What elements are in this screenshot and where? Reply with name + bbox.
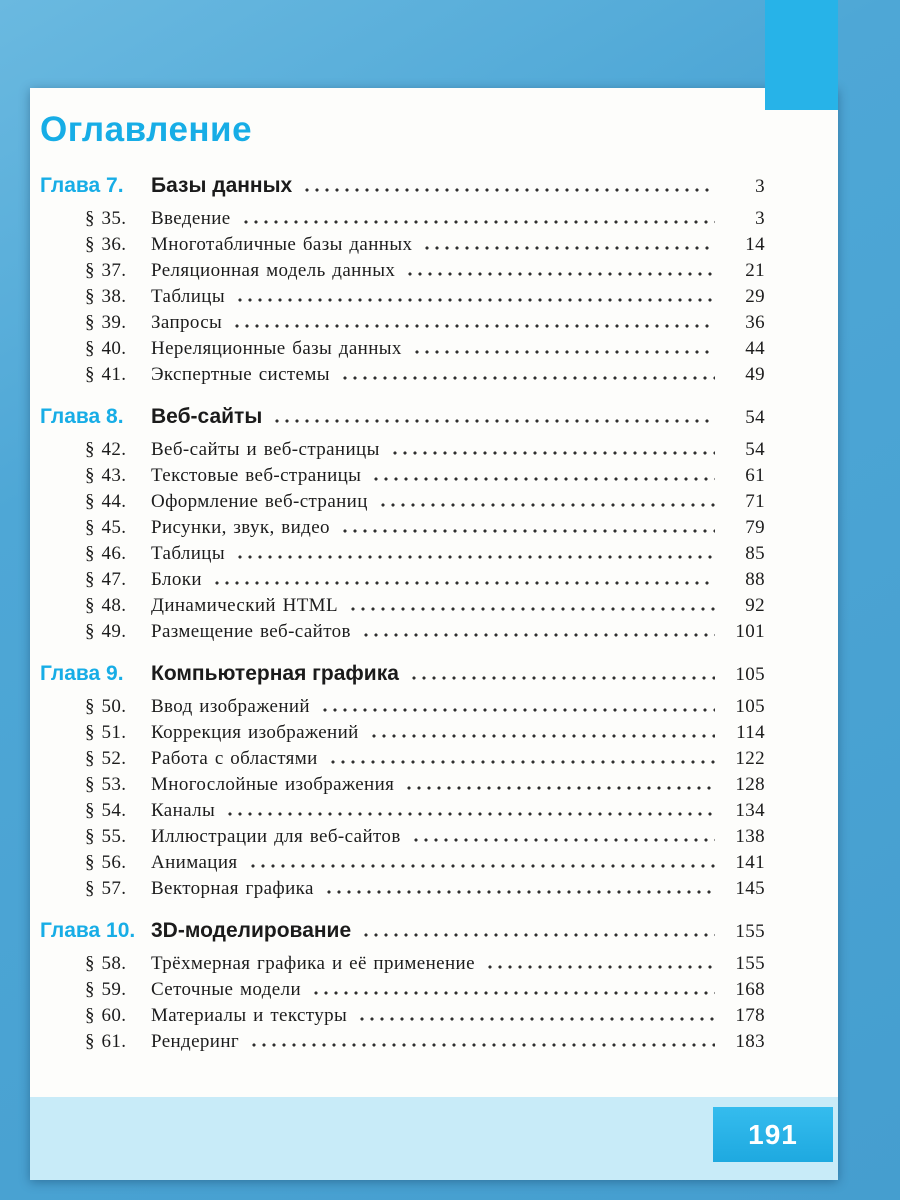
cover-corner-accent	[765, 0, 838, 110]
toc-entry	[40, 977, 765, 1003]
chapter-heading	[40, 660, 765, 689]
chapter-label: Глава 10.	[40, 919, 136, 942]
entry-title: Трёхмерная графика и её применение	[151, 953, 475, 974]
entry-page-number: 105	[735, 696, 765, 717]
toc-entry	[40, 1029, 765, 1055]
entry-paragraph-number: § 61.	[85, 1031, 127, 1052]
entry-page-number: 168	[735, 979, 765, 1000]
entry-title: Сеточные модели	[151, 979, 302, 1000]
chapter-entries	[40, 437, 765, 645]
entry-title: Оформление веб-страниц	[151, 491, 368, 512]
toc-entry	[40, 798, 765, 824]
entry-page-number: 79	[745, 517, 765, 538]
dot-leader	[369, 734, 715, 738]
dot-leader	[320, 708, 715, 712]
entry-page-number: 138	[735, 826, 765, 847]
dot-leader	[232, 324, 715, 328]
entry-page-number: 49	[745, 364, 765, 385]
chapter-block	[40, 660, 765, 902]
chapter-label: Глава 9.	[40, 662, 124, 685]
chapter-title: Базы данных	[151, 174, 293, 197]
dot-leader	[404, 786, 715, 790]
entry-page-number: 92	[745, 595, 765, 616]
entry-page-number: 71	[745, 491, 765, 512]
dot-leader	[371, 477, 715, 481]
toc-entry	[40, 593, 765, 619]
dot-leader	[324, 890, 715, 894]
entry-title: Блоки	[151, 569, 202, 590]
chapter-block	[40, 403, 765, 645]
entry-title: Материалы и текстуры	[151, 1005, 348, 1026]
chapter-entries	[40, 694, 765, 902]
entry-title: Иллюстрации для веб-сайтов	[151, 826, 401, 847]
dot-leader	[348, 607, 715, 611]
chapter-title: Веб-сайты	[151, 405, 263, 428]
toc-entry	[40, 772, 765, 798]
entry-page-number: 128	[735, 774, 765, 795]
toc-entry	[40, 720, 765, 746]
entry-paragraph-number: § 60.	[85, 1005, 127, 1026]
toc-entry	[40, 284, 765, 310]
entry-title: Рисунки, звук, видео	[151, 517, 330, 538]
chapter-label: Глава 7.	[40, 174, 124, 197]
entry-paragraph-number: § 39.	[85, 312, 127, 333]
entry-title: Векторная графика	[151, 878, 314, 899]
toc-entry	[40, 489, 765, 515]
entry-page-number: 3	[755, 208, 765, 229]
entry-paragraph-number: § 45.	[85, 517, 127, 538]
entry-paragraph-number: § 49.	[85, 621, 127, 642]
chapter-heading	[40, 403, 765, 432]
toc-entry	[40, 1003, 765, 1029]
entry-title: Работа с областями	[151, 748, 318, 769]
chapter-entries	[40, 951, 765, 1055]
entry-page-number: 54	[745, 439, 765, 460]
entry-paragraph-number: § 38.	[85, 286, 127, 307]
dot-leader	[302, 188, 715, 192]
toc-entry	[40, 746, 765, 772]
entry-title: Текстовые веб-страницы	[151, 465, 362, 486]
chapter-block	[40, 917, 765, 1055]
footer-strip	[30, 1097, 838, 1180]
entry-paragraph-number: § 51.	[85, 722, 127, 743]
table-of-contents	[40, 172, 765, 1055]
toc-entry	[40, 567, 765, 593]
chapter-label: Глава 8.	[40, 405, 124, 428]
toc-entry	[40, 515, 765, 541]
entry-paragraph-number: § 47.	[85, 569, 127, 590]
entry-paragraph-number: § 58.	[85, 953, 127, 974]
entry-paragraph-number: § 35.	[85, 208, 127, 229]
chapter-title: 3D-моделирование	[151, 919, 352, 942]
entry-page-number: 134	[735, 800, 765, 821]
entry-paragraph-number: § 52.	[85, 748, 127, 769]
toc-entry	[40, 232, 765, 258]
dot-leader	[390, 451, 715, 455]
entry-page-number: 61	[745, 465, 765, 486]
page-number: 191	[748, 1118, 798, 1150]
chapter-page-number: 54	[745, 407, 765, 428]
dot-leader	[361, 633, 715, 637]
dot-leader	[235, 298, 715, 302]
dot-leader	[411, 838, 715, 842]
chapter-block	[40, 172, 765, 388]
entry-title: Веб-сайты и веб-страницы	[151, 439, 380, 460]
page-content	[30, 88, 838, 1055]
entry-paragraph-number: § 43.	[85, 465, 127, 486]
entry-page-number: 85	[745, 543, 765, 564]
toc-entry	[40, 336, 765, 362]
dot-leader	[235, 555, 715, 559]
entry-paragraph-number: § 46.	[85, 543, 127, 564]
dot-leader	[485, 965, 715, 969]
toc-entry	[40, 206, 765, 232]
dot-leader	[361, 933, 715, 937]
entry-paragraph-number: § 56.	[85, 852, 127, 873]
toc-entry	[40, 824, 765, 850]
entry-page-number: 14	[745, 234, 765, 255]
entry-paragraph-number: § 59.	[85, 979, 127, 1000]
entry-page-number: 183	[735, 1031, 765, 1052]
entry-page-number: 155	[735, 953, 765, 974]
entry-title: Каналы	[151, 800, 216, 821]
entry-paragraph-number: § 54.	[85, 800, 127, 821]
chapter-entries	[40, 206, 765, 388]
entry-paragraph-number: § 44.	[85, 491, 127, 512]
entry-title: Анимация	[151, 852, 238, 873]
entry-title: Введение	[151, 208, 231, 229]
chapter-heading	[40, 172, 765, 201]
entry-title: Рендеринг	[151, 1031, 240, 1052]
entry-page-number: 178	[735, 1005, 765, 1026]
dot-leader	[405, 272, 715, 276]
entry-title: Запросы	[151, 312, 223, 333]
toc-entry	[40, 310, 765, 336]
entry-title: Экспертные системы	[151, 364, 330, 385]
toc-entry	[40, 437, 765, 463]
dot-leader	[241, 220, 715, 224]
chapter-heading	[40, 917, 765, 946]
book-page	[30, 88, 838, 1180]
entry-paragraph-number: § 48.	[85, 595, 127, 616]
entry-title: Коррекция изображений	[151, 722, 359, 743]
entry-title: Таблицы	[151, 543, 226, 564]
entry-title: Многотабличные базы данных	[151, 234, 413, 255]
entry-paragraph-number: § 40.	[85, 338, 127, 359]
toc-entry	[40, 362, 765, 388]
entry-page-number: 114	[736, 722, 765, 743]
toc-entry	[40, 619, 765, 645]
entry-page-number: 36	[745, 312, 765, 333]
chapter-page-number: 105	[735, 664, 765, 685]
dot-leader	[328, 760, 715, 764]
dot-leader	[422, 246, 715, 250]
entry-page-number: 145	[735, 878, 765, 899]
toc-entry	[40, 463, 765, 489]
entry-paragraph-number: § 55.	[85, 826, 127, 847]
dot-leader	[378, 503, 715, 507]
toc-entry	[40, 541, 765, 567]
entry-paragraph-number: § 57.	[85, 878, 127, 899]
entry-page-number: 101	[735, 621, 765, 642]
dot-leader	[225, 812, 715, 816]
page-number-badge	[713, 1107, 833, 1162]
dot-leader	[340, 376, 715, 380]
entry-title: Многослойные изображения	[151, 774, 395, 795]
page-title: Оглавление	[40, 110, 253, 149]
dot-leader	[409, 676, 715, 680]
dot-leader	[249, 1043, 715, 1047]
entry-title: Размещение веб-сайтов	[151, 621, 351, 642]
entry-page-number: 141	[735, 852, 765, 873]
entry-paragraph-number: § 41.	[85, 364, 127, 385]
dot-leader	[272, 419, 715, 423]
toc-entry	[40, 850, 765, 876]
toc-entry	[40, 876, 765, 902]
entry-title: Реляционная модель данных	[151, 260, 396, 281]
entry-paragraph-number: § 37.	[85, 260, 127, 281]
toc-entry	[40, 951, 765, 977]
dot-leader	[248, 864, 716, 868]
dot-leader	[357, 1017, 715, 1021]
entry-title: Таблицы	[151, 286, 226, 307]
entry-page-number: 88	[745, 569, 765, 590]
dot-leader	[311, 991, 715, 995]
entry-page-number: 21	[745, 260, 765, 281]
entry-page-number: 44	[745, 338, 765, 359]
dot-leader	[412, 350, 715, 354]
entry-page-number: 122	[735, 748, 765, 769]
toc-entry	[40, 258, 765, 284]
dot-leader	[212, 581, 715, 585]
chapter-title: Компьютерная графика	[151, 662, 399, 685]
entry-paragraph-number: § 42.	[85, 439, 127, 460]
entry-paragraph-number: § 53.	[85, 774, 127, 795]
entry-title: Динамический HTML	[151, 595, 338, 616]
entry-title: Нереляционные базы данных	[151, 338, 402, 359]
entry-page-number: 29	[745, 286, 765, 307]
toc-entry	[40, 694, 765, 720]
dot-leader	[340, 529, 715, 533]
chapter-page-number: 155	[735, 921, 765, 942]
entry-paragraph-number: § 50.	[85, 696, 127, 717]
chapter-page-number: 3	[755, 176, 765, 197]
entry-title: Ввод изображений	[151, 696, 310, 717]
entry-paragraph-number: § 36.	[85, 234, 127, 255]
